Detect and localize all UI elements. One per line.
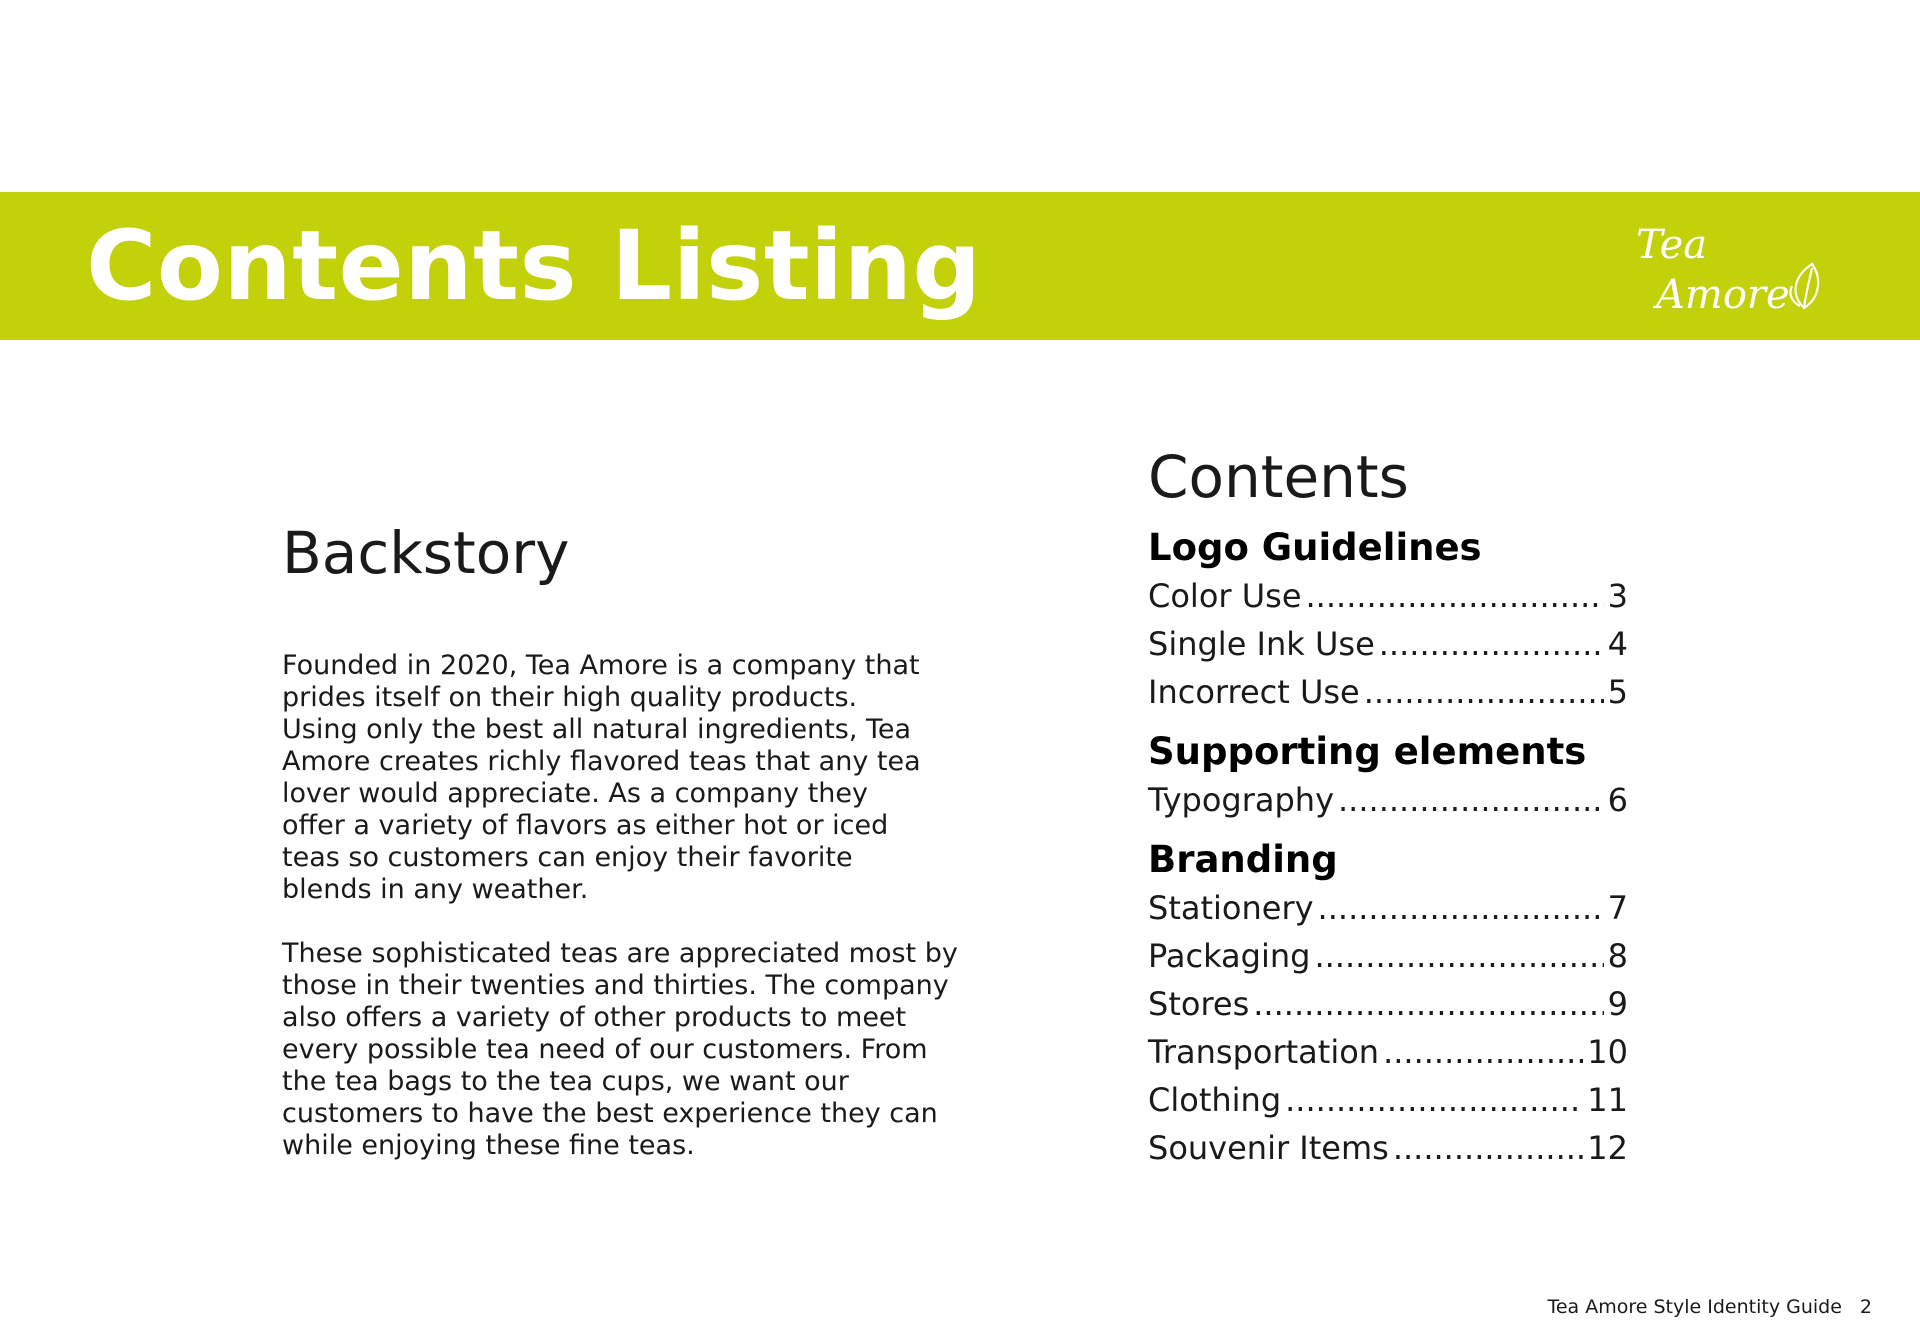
dot-leader [1338, 776, 1604, 824]
toc-entry[interactable] [1148, 980, 1628, 1028]
toc-section-title: Supporting elements [1148, 730, 1587, 773]
toc-entry[interactable] [1148, 1076, 1628, 1124]
tea-amore-logo [1632, 214, 1832, 318]
page-footer [1547, 1294, 1872, 1320]
dot-leader [1318, 884, 1604, 932]
toc-section-title: Logo Guidelines [1148, 526, 1482, 569]
toc-entry-label: Transportation [1148, 1033, 1380, 1071]
backstory-heading: Backstory [282, 519, 570, 587]
toc-entry-page: 12 [1587, 1129, 1628, 1167]
dot-leader [1364, 668, 1604, 716]
toc-entry[interactable] [1148, 1124, 1628, 1172]
toc-entry-label: Incorrect Use [1148, 673, 1360, 711]
footer-page-number: 2 [1859, 1296, 1872, 1318]
page-title: Contents Listing [86, 210, 982, 322]
contents-heading: Contents [1148, 443, 1409, 511]
toc-entry-label: Color Use [1148, 577, 1302, 615]
dot-leader [1285, 1076, 1583, 1124]
toc-entry-page: 4 [1607, 625, 1628, 663]
dot-leader [1393, 1124, 1583, 1172]
toc-entry-page: 10 [1587, 1033, 1628, 1071]
dot-leader [1306, 572, 1604, 620]
toc-entry[interactable] [1148, 668, 1628, 716]
dot-leader [1314, 932, 1603, 980]
toc-section-title: Branding [1148, 838, 1338, 881]
toc-entry-page: 6 [1607, 781, 1628, 819]
header-banner [0, 192, 1920, 340]
table-of-contents [1148, 440, 1628, 1172]
toc-entry[interactable] [1148, 776, 1628, 824]
toc-entry-page: 9 [1607, 985, 1628, 1023]
toc-entry-page: 3 [1607, 577, 1628, 615]
toc-entry-label: Packaging [1148, 937, 1311, 975]
backstory-section [282, 520, 962, 1162]
dot-leader [1253, 980, 1603, 1028]
backstory-paragraph-1: Founded in 2020, Tea Amore is a company that prides itself on their high quality products. Using only the best all natural ingredients, Tea Amore creates richly flavored teas that any tea lover would appreciate. As a company they offer a variety of flavors as either hot or iced teas so customers can enjoy their favorite blends in any weather. [282, 650, 921, 905]
toc-entry-label: Clothing [1148, 1081, 1282, 1119]
toc-entry-label: Typography [1148, 781, 1334, 819]
toc-entry-page: 7 [1607, 889, 1628, 927]
dot-leader [1379, 620, 1604, 668]
leaf-icon [1790, 264, 1818, 308]
backstory-paragraph-2: These sophisticated teas are appreciated most by those in their twenties and thirties. The company also offers a variety of other products to meet every possible tea need of our customers. From the tea bags to the tea cups, we want our customers to have the best experience they can while enjoying these fine teas. [282, 938, 958, 1161]
dot-leader [1383, 1028, 1583, 1076]
toc-entry-page: 11 [1587, 1081, 1628, 1119]
toc-entry-page: 5 [1607, 673, 1628, 711]
toc-entry-label: Souvenir Items [1148, 1129, 1389, 1167]
toc-entry[interactable] [1148, 932, 1628, 980]
toc-entry[interactable] [1148, 572, 1628, 620]
toc-entry[interactable] [1148, 620, 1628, 668]
toc-entry-label: Single Ink Use [1148, 625, 1375, 663]
toc-entry[interactable] [1148, 1028, 1628, 1076]
footer-doc-title: Tea Amore Style Identity Guide [1547, 1296, 1842, 1318]
toc-entry[interactable] [1148, 884, 1628, 932]
logo-word-amore: Amore [1656, 272, 1790, 318]
toc-entry-label: Stationery [1148, 889, 1314, 927]
logo-word-tea: Tea [1636, 222, 1708, 268]
toc-entry-label: Stores [1148, 985, 1250, 1023]
toc-entry-page: 8 [1607, 937, 1628, 975]
